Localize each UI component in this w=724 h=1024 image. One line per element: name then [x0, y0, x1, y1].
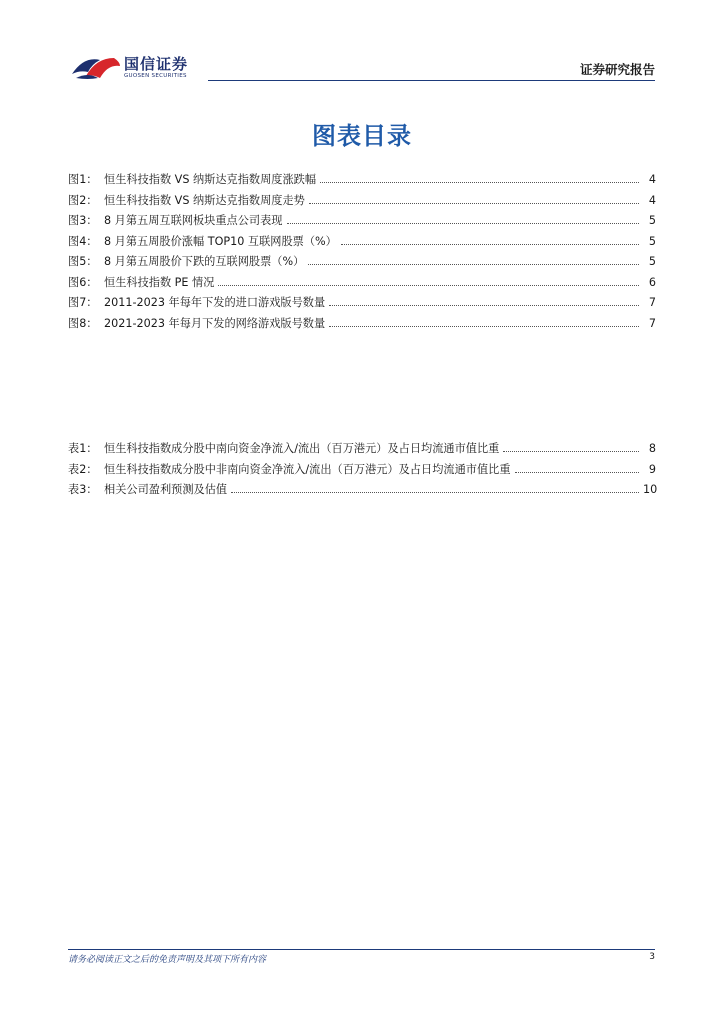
footer-disclaimer: 请务必阅读正文之后的免责声明及其项下所有内容 — [68, 955, 267, 965]
figure-list — [68, 171, 656, 335]
toc-entry-label: 图6： — [68, 275, 98, 289]
toc-entry-label: 表2： — [68, 462, 98, 476]
toc-dot-leader — [231, 492, 639, 493]
toc-entry-label: 图3： — [68, 214, 98, 227]
toc-entry-page: 9 — [648, 462, 656, 476]
toc-dot-leader — [320, 182, 639, 183]
footer-divider — [68, 949, 655, 950]
toc-entry-figure-8[interactable] — [68, 315, 656, 336]
toc-entry-figure-4[interactable] — [68, 233, 656, 254]
toc-entry-text: 恒生科技指数 PE 情况 — [104, 275, 215, 289]
toc-title: 图表目录 — [312, 122, 412, 150]
toc-entry-label: 表1： — [68, 442, 98, 455]
toc-entry-text: 恒生科技指数成分股中非南向资金净流入/流出（百万港元）及占日均流通市值比重 — [104, 462, 511, 476]
toc-entry-figure-1[interactable] — [68, 171, 656, 192]
toc-entry-label: 图2： — [68, 193, 98, 207]
toc-entry-table-3[interactable] — [68, 481, 656, 502]
toc-entry-page: 10 — [643, 483, 658, 496]
toc-entry-label: 图7： — [68, 296, 98, 309]
header-divider — [208, 80, 655, 81]
logo-english-name: GUOSEN SECURITIES — [124, 73, 187, 79]
toc-dot-leader — [329, 326, 639, 327]
toc-entry-page: 8 — [648, 442, 656, 455]
toc-dot-leader — [218, 285, 639, 286]
toc-entry-text: 恒生科技指数成分股中南向资金净流入/流出（百万港元）及占日均流通市值比重 — [104, 442, 500, 455]
logo-chinese-name: 国信证券 — [124, 55, 189, 73]
toc-dot-leader — [329, 305, 639, 306]
toc-entry-label: 图5： — [68, 255, 98, 268]
toc-entry-figure-7[interactable] — [68, 294, 656, 315]
toc-dot-leader — [309, 203, 639, 204]
toc-entry-page: 7 — [648, 316, 656, 330]
toc-entry-figure-6[interactable] — [68, 274, 656, 295]
toc-dot-leader — [341, 244, 639, 245]
guosen-logo — [70, 52, 200, 84]
toc-entry-figure-5[interactable] — [68, 253, 656, 274]
toc-entry-page: 6 — [648, 275, 656, 289]
toc-entry-label: 表3： — [68, 483, 98, 496]
toc-entry-page: 5 — [648, 234, 656, 248]
toc-entry-label: 图8： — [68, 316, 98, 330]
toc-dot-leader — [287, 223, 640, 224]
toc-entry-text: 恒生科技指数 VS 纳斯达克指数周度走势 — [104, 193, 305, 207]
toc-entry-page: 5 — [648, 214, 656, 227]
toc-entry-page: 7 — [648, 296, 656, 309]
toc-entry-page: 4 — [648, 193, 656, 207]
toc-entry-text: 2021-2023 年每月下发的网络游戏版号数量 — [104, 316, 326, 330]
toc-entry-page: 4 — [648, 173, 656, 186]
toc-entry-label: 图1： — [68, 173, 98, 186]
toc-entry-text: 2011-2023 年每年下发的进口游戏版号数量 — [104, 296, 326, 309]
table-list — [68, 440, 656, 502]
toc-entry-text: 8 月第五周股价下跌的互联网股票（%） — [104, 255, 305, 268]
report-type-label: 证券研究报告 — [579, 62, 655, 77]
toc-dot-leader — [503, 451, 639, 452]
toc-entry-text: 8 月第五周互联网板块重点公司表现 — [104, 214, 283, 227]
toc-entry-page: 5 — [648, 255, 656, 268]
page-number: 3 — [649, 952, 655, 962]
toc-entry-figure-3[interactable] — [68, 212, 656, 233]
toc-entry-text: 恒生科技指数 VS 纳斯达克指数周度涨跌幅 — [104, 173, 317, 186]
toc-dot-leader — [515, 472, 639, 473]
toc-dot-leader — [308, 264, 639, 265]
toc-entry-text: 相关公司盈利预测及估值 — [104, 483, 228, 496]
page-header — [0, 0, 724, 90]
guosen-logo-mark-icon — [70, 52, 122, 82]
toc-entry-figure-2[interactable] — [68, 192, 656, 213]
toc-entry-text: 8 月第五周股价涨幅 TOP10 互联网股票（%） — [104, 234, 337, 248]
toc-entry-label: 图4： — [68, 234, 98, 248]
toc-entry-table-2[interactable] — [68, 461, 656, 482]
toc-entry-table-1[interactable] — [68, 440, 656, 461]
